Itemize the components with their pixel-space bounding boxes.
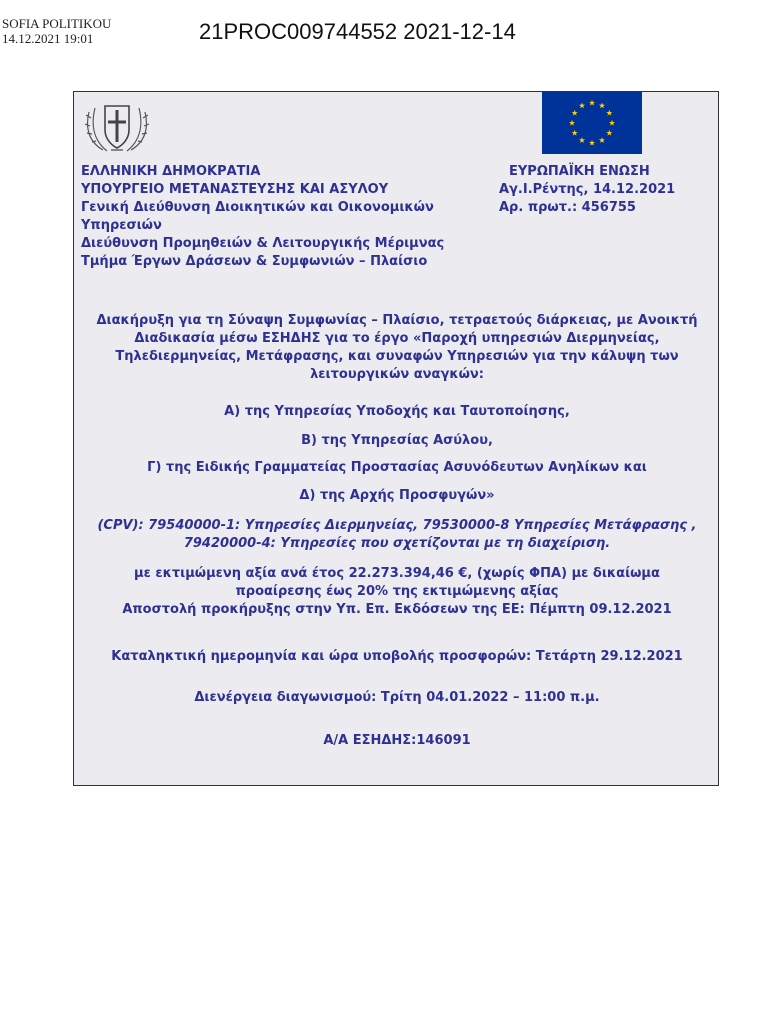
issuer-line: ΕΛΛΗΝΙΚΗ ΔΗΜΟΚΡΑΤΙΑ: [81, 164, 261, 179]
eu-flag-icon: [542, 92, 642, 154]
tender-title: [74, 312, 720, 384]
estimated-value: [74, 565, 720, 619]
issuer-line: Γενική Διεύθυνση Διοικητικών και Οικονομικών: [81, 200, 434, 215]
service-d: Δ) της Αρχής Προσφυγών»: [299, 488, 495, 503]
eu-label: ΕΥΡΩΠΑΪΚΗ ΕΝΩΣΗ: [509, 164, 650, 179]
protocol-ref: Αρ. πρωτ.: 456755: [499, 200, 636, 215]
greek-coat-of-arms-icon: [81, 94, 153, 154]
issuer-line: Τμήμα Έργων Δράσεων & Συμφωνιών – Πλαίσιο: [81, 254, 428, 269]
submission-deadline: Καταληκτική ημερομηνία και ώρα υποβολής προσφορών: Τετάρτη 29.12.2021: [111, 649, 683, 664]
protocol-number: 21PROC009744552 2021-12-14: [199, 19, 516, 44]
cpv-line: 79420000-4: Υπηρεσίες που σχετίζονται με τη διαχείριση.: [183, 536, 611, 551]
issuer-line: ΥΠΟΥΡΓΕΙΟ ΜΕΤΑΝΑΣΤΕΥΣΗΣ ΚΑΙ ΑΣΥΛΟΥ: [81, 182, 389, 197]
title-line: Τηλεδιερμηνείας, Μετάφρασης, και συναφών Υπηρεσιών για την κάλυψη των: [115, 349, 679, 364]
date-ref-block: [499, 163, 675, 217]
signature-datetime: 14.12.2021 19:01: [2, 31, 94, 46]
service-a: Α) της Υπηρεσίας Υποδοχής και Ταυτοποίησης,: [224, 404, 570, 419]
esidis-id: Α/Α ΕΣΗΔΗΣ:146091: [323, 733, 471, 748]
title-line: Διαδικασία μέσω ΕΣΗΔΗΣ για το έργο «Παροχή υπηρεσιών Διερμηνείας,: [134, 331, 660, 346]
issuer-block: [81, 163, 444, 271]
document-date: Αγ.Ι.Ρέντης, 14.12.2021: [499, 182, 676, 197]
issuer-line: Διεύθυνση Προμηθειών & Λειτουργικής Μέριμνας: [81, 236, 445, 251]
signer-name: SOFIA POLITIKOU: [2, 16, 112, 31]
cpv-codes: [74, 517, 720, 553]
value-line: προαίρεσης έως 20% της εκτιμώμενης αξίας: [235, 584, 559, 599]
value-line: Αποστολή προκήρυξης στην Υπ. Επ. Εκδόσεων της ΕΕ: Πέμπτη 09.12.2021: [122, 602, 672, 617]
value-line: με εκτιμώμενη αξία ανά έτος 22.273.394,46 €, (χωρίς ΦΠΑ) με δικαίωμα: [134, 566, 660, 581]
issuer-line: Υπηρεσιών: [81, 218, 162, 233]
digital-signature-stamp: [2, 16, 111, 46]
service-b: Β) της Υπηρεσίας Ασύλου,: [301, 433, 493, 448]
document-panel: [73, 91, 719, 786]
title-line: Διακήρυξη για τη Σύναψη Συμφωνίας – Πλαίσιο, τετραετούς διάρκειας, με Ανοικτή: [96, 313, 698, 328]
title-line: λειτουργικών αναγκών:: [310, 367, 484, 382]
opening-date: Διενέργεια διαγωνισμού: Τρίτη 04.01.2022 – 11:00 π.μ.: [194, 690, 600, 705]
cpv-line: (CPV): 79540000-1: Υπηρεσίες Διερμηνείας, 79530000-8 Υπηρεσίες Μετάφρασης ,: [97, 518, 697, 533]
service-c: Γ) της Ειδικής Γραμματείας Προστασίας Ασυνόδευτων Ανηλίκων και: [147, 460, 647, 475]
